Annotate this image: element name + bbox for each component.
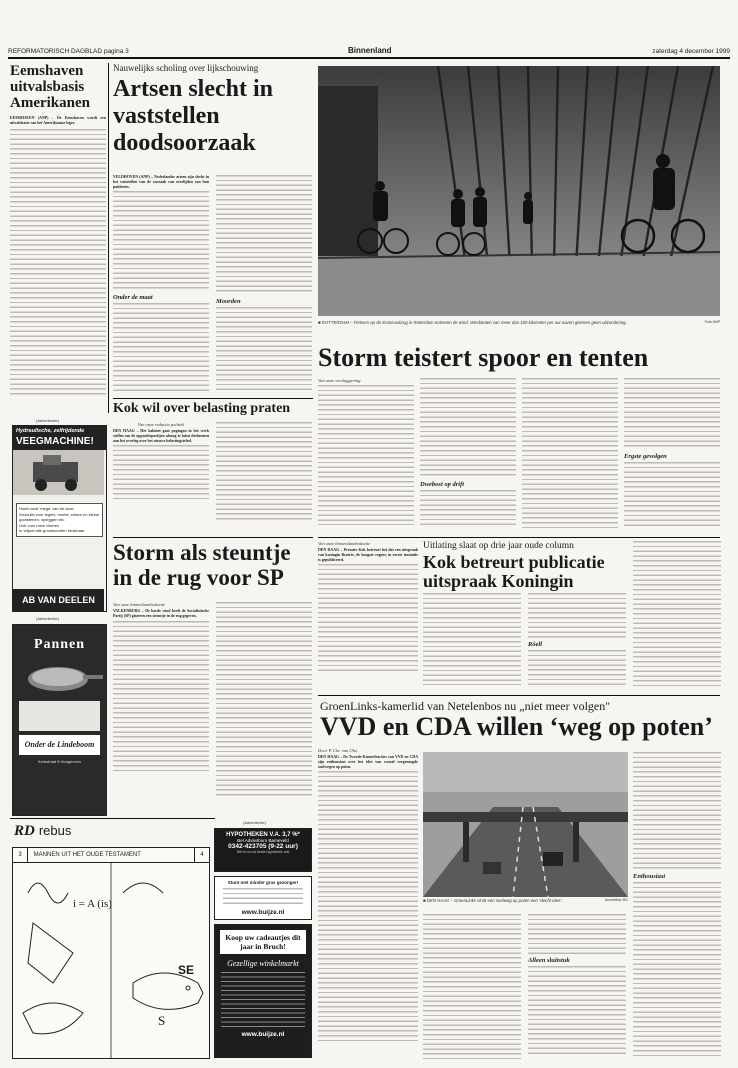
steuntje-byline: Van onze binnenlandredactie [113, 602, 166, 607]
koningin-body-e [633, 541, 721, 686]
rebus-start-number: 3 [13, 848, 28, 862]
article-steuntje [113, 540, 313, 810]
article-belasting [113, 402, 313, 527]
page-header [8, 47, 730, 57]
vvd-lead: DEN HAAG – De Tweede-Kamerfracties van VVD en CDA zijn enthousiast over het idee van vooraf vergenoegde snelwegen op poten. [318, 755, 418, 769]
koningin-top-rule [318, 537, 720, 538]
ad-pannen[interactable] [12, 624, 107, 816]
vvd-col1 [318, 748, 418, 1068]
pannen-text-box [19, 701, 100, 731]
vvd-kicker: GroenLinks-kamerlid van Netelenbos nu „niet meer volgen" [320, 699, 611, 713]
article-koningin [423, 541, 628, 691]
steuntje-lead: VALKENBURG – De harde wind heeft de Socialistische Partij (SP) gisteren een steuntje in de rug gegeven. [113, 609, 209, 618]
rebus-clue-2: SE [178, 963, 195, 977]
belasting-top-rule [113, 398, 313, 399]
stunt-title: Stunt met minder gras gezonger! [227, 880, 299, 885]
steuntje-col2 [216, 602, 312, 797]
caption-marker-icon: ■ [423, 898, 427, 903]
koningin-body-b [423, 593, 521, 685]
vvd-body-f [633, 882, 721, 1057]
article-storm-spoor [318, 378, 722, 533]
steuntje-col1 [113, 602, 209, 771]
vvd-top-rule [318, 695, 720, 696]
header-date: zaterdag 4 december 1999 [652, 48, 730, 55]
vvd-col4 [633, 752, 721, 1064]
artsen-body-d [216, 307, 312, 393]
pannen-title: Pannen [33, 637, 86, 652]
header-paper-name: REFORMATORISCH DAGBLAD pagina 3 [8, 48, 129, 55]
vvd-body-c [528, 914, 626, 954]
rebus-clue-1: i = A (is) [73, 898, 112, 910]
cadeau-text [221, 972, 305, 1027]
rebus-title: rebus [38, 823, 72, 838]
koningin-kicker: Uitlating slaat op drie jaar oude column [423, 541, 574, 551]
belasting-lead: DEN HAAG – Het kabinet gaat pogingen in het werk stellen om de oppositiepartijen alsnog te laten deelnemen aan het overleg over het nieuwe belastingstelsel. [113, 429, 209, 443]
column-rule [108, 63, 109, 413]
storm-body-d [522, 378, 618, 528]
rebus-bar [13, 848, 209, 863]
steuntje-top-rule [113, 537, 313, 538]
artsen-body-c [216, 175, 312, 295]
koningin-lead: DEN HAAG – Premier Kok betreurt het dat een uitspraak van koningin Beatrix, de hoogste regent, in eerste instantie is gepubliceerd. [318, 548, 418, 562]
koningin-byline: Van onze binnenlandredactie [318, 541, 371, 546]
vvd-col3 [528, 914, 626, 1056]
koningin-headline: Kok betreurt publicatie uitspraak Koningin [423, 552, 605, 591]
steuntje-body-b [216, 602, 312, 797]
vvd-body-d [528, 966, 626, 1056]
ad-label-2: (Advertentie) [36, 616, 59, 621]
artsen-subhead-2: Moorden [216, 298, 241, 305]
artsen-body-a [113, 191, 209, 291]
highway-caption-text: DEN HAAG – GroenLinks vindt een snelweg op poten een 'slecht idee'. [426, 898, 563, 903]
ad-label-1: (Advertentie) [36, 418, 59, 423]
steuntje-headline: Storm als steuntje in de rug voor SP [113, 540, 291, 590]
rebus-header [14, 822, 214, 842]
ad-label-3: (Advertentie) [243, 820, 266, 825]
photo-cyclists-erasmusbrug [318, 66, 720, 316]
artsen-headline: Artsen slecht in vaststellen doodsoorzaak [113, 76, 273, 156]
veeg-feature: Hoeft nooit 'mega' van de vloer [19, 506, 74, 511]
artsen-body-b [113, 303, 209, 393]
caption-marker-icon: ■ [318, 320, 322, 325]
belasting-body-b [216, 422, 312, 522]
veeg-feature: In vrijwel alle grondsoorten bruikbaar [19, 528, 85, 533]
vvd-byline: Door P. Chr. van Olst [318, 748, 357, 753]
koningin-col1 [318, 541, 418, 691]
belasting-byline: Van onze redactie politiek [137, 422, 185, 427]
cadeau-url: www.buijze.nl [241, 1031, 285, 1038]
storm-col3 [522, 378, 618, 528]
vvd-body-e [633, 752, 721, 870]
storm-body-e [624, 378, 720, 450]
pannen-shop-name: Onder de Lindeboom [19, 735, 100, 755]
artsen-col1 [113, 175, 209, 393]
hyp-phone: 0342-423705 (9-22 uur) [228, 843, 298, 850]
veeg-feature: gootstenen, opleggen etc. [19, 517, 66, 522]
ad-hypotheken[interactable] [214, 828, 312, 872]
ad-veegmachine[interactable] [12, 425, 107, 612]
vvd-subhead-enthousiast: Enthousiast [633, 873, 666, 880]
cyclists-photo-image [318, 66, 720, 316]
hyp-sub: Bel Adviesburo Barneveld [237, 838, 289, 843]
vvd-col2 [423, 914, 521, 1059]
highway-caption [423, 898, 628, 910]
storm-body-a [318, 385, 414, 525]
vvd-body-b [423, 914, 521, 1059]
hyp-small: Het is nu uw beste hypotheek ooit [236, 850, 290, 854]
rebus-rd-logo: RD [14, 823, 35, 839]
storm-subhead-dwebost: Dwebost op drift [420, 481, 465, 488]
storm-col1 [318, 378, 414, 525]
cadeau-sub: Gezellige winkelmarkt [227, 959, 299, 968]
vvd-lower-cols [423, 914, 628, 1064]
vvd-subhead-sluitstuk: Alleen sluitstuk [528, 957, 570, 964]
koningin-col4 [633, 541, 721, 691]
storm-body-f [624, 462, 720, 527]
koningin-body-d [528, 650, 626, 688]
storm-subhead-gevolgen: Ergste gevolgen [624, 453, 667, 460]
cyclists-caption [318, 320, 720, 334]
highway-photo-image [423, 752, 628, 897]
storm-col4 [624, 378, 720, 527]
article-eemshaven [10, 63, 106, 418]
koningin-col3 [528, 593, 626, 688]
rebus-clue-3: S [158, 1013, 166, 1028]
artsen-subhead-1: Onder de maat [113, 294, 153, 302]
rebus-top-rule [10, 818, 215, 819]
rebus-puzzle [12, 847, 210, 1059]
veegmachine-image [13, 450, 104, 495]
ad-cadeautjes[interactable] [214, 924, 312, 1058]
koningin-subhead: Rôell [528, 641, 543, 648]
veeg-feature: Ook voor ruwe vloeren [19, 522, 60, 528]
eemshaven-headline: Eemshaven uitvalsbasis Amerikanen [10, 63, 90, 111]
storm-body-b [420, 378, 516, 478]
storm-col2 [420, 378, 516, 525]
steuntje-body-a [113, 621, 209, 771]
article-artsen [113, 63, 313, 393]
belasting-col1 [113, 422, 209, 500]
cyclists-caption-text: ROTTERDAM – Fietsers op de Erasmusbrug in Rotterdam trotseren de wind. Windstoten van meer dan 100 kilometer per uur waren gisteren geen uitzondering. [321, 320, 627, 325]
belasting-headline: Kok wil over belasting praten [113, 402, 291, 416]
cadeau-title: Koop uw cadeautjes dit jaar in Bruch! [220, 930, 306, 954]
cyclists-photo-credit: Foto ANP [704, 320, 720, 324]
koningin-body-a [318, 564, 418, 674]
vvd-body-a [318, 771, 418, 1041]
rebus-subtitle: MANNEN UIT HET OUDE TESTAMENT [33, 852, 141, 858]
ad-stunt[interactable] [214, 876, 312, 920]
photo-highway [423, 752, 628, 897]
storm-body-c [420, 490, 516, 525]
stunt-body [223, 888, 303, 906]
veeg-feature: Geschikt voor tegels, mortel, rotsen en kleine [19, 511, 100, 517]
artsen-lead: VELDHOVEN (ANP) – Nederlandse artsen zijn slecht in het vaststellen van de oorzaak van overlijden van hun patiënten. [113, 175, 209, 189]
belasting-col2 [216, 422, 312, 522]
veeg-ad-features [16, 503, 103, 537]
vvd-headline: VVD en CDA willen ‘weg op poten’ [320, 712, 713, 741]
veeg-ad-title: VEEGMACHINE! [13, 436, 106, 450]
artsen-col2 [216, 175, 312, 393]
eemshaven-body-text [10, 129, 106, 397]
belasting-body-a [113, 445, 209, 500]
hyp-title: HYPOTHEKEN V.A. 3,7 %* [226, 832, 300, 838]
artsen-kicker: Nauwelijks scholing over lijkschouwing [113, 63, 259, 73]
header-rule [8, 57, 730, 59]
pannen-address: Kerkstraat 8 Hoogeveen [37, 759, 82, 764]
header-section: Binnenland [348, 46, 392, 55]
stunt-url: www.buijze.nl [241, 909, 285, 916]
veeg-ad-top: Hydraulische, zelfrijdende [13, 426, 106, 436]
storm-byline: Van onze verslaggeving [318, 378, 361, 383]
rebus-number: 4 [194, 848, 209, 862]
rebus-drawings [13, 863, 209, 1058]
koningin-body-c [528, 593, 626, 638]
koningin-col2 [423, 593, 521, 685]
pannen-image [13, 657, 104, 697]
storm-spoor-headline: Storm teistert spoor en tenten [318, 343, 649, 372]
eemshaven-lead: EEMSHAVEN (ANP) – De Eemshaven wordt een uitvalsbasis van het Amerikaanse leger. [10, 116, 106, 125]
veeg-ad-company: AB VAN DEELEN [13, 589, 104, 611]
highway-photo-credit: Archieffoto RD [604, 898, 628, 902]
